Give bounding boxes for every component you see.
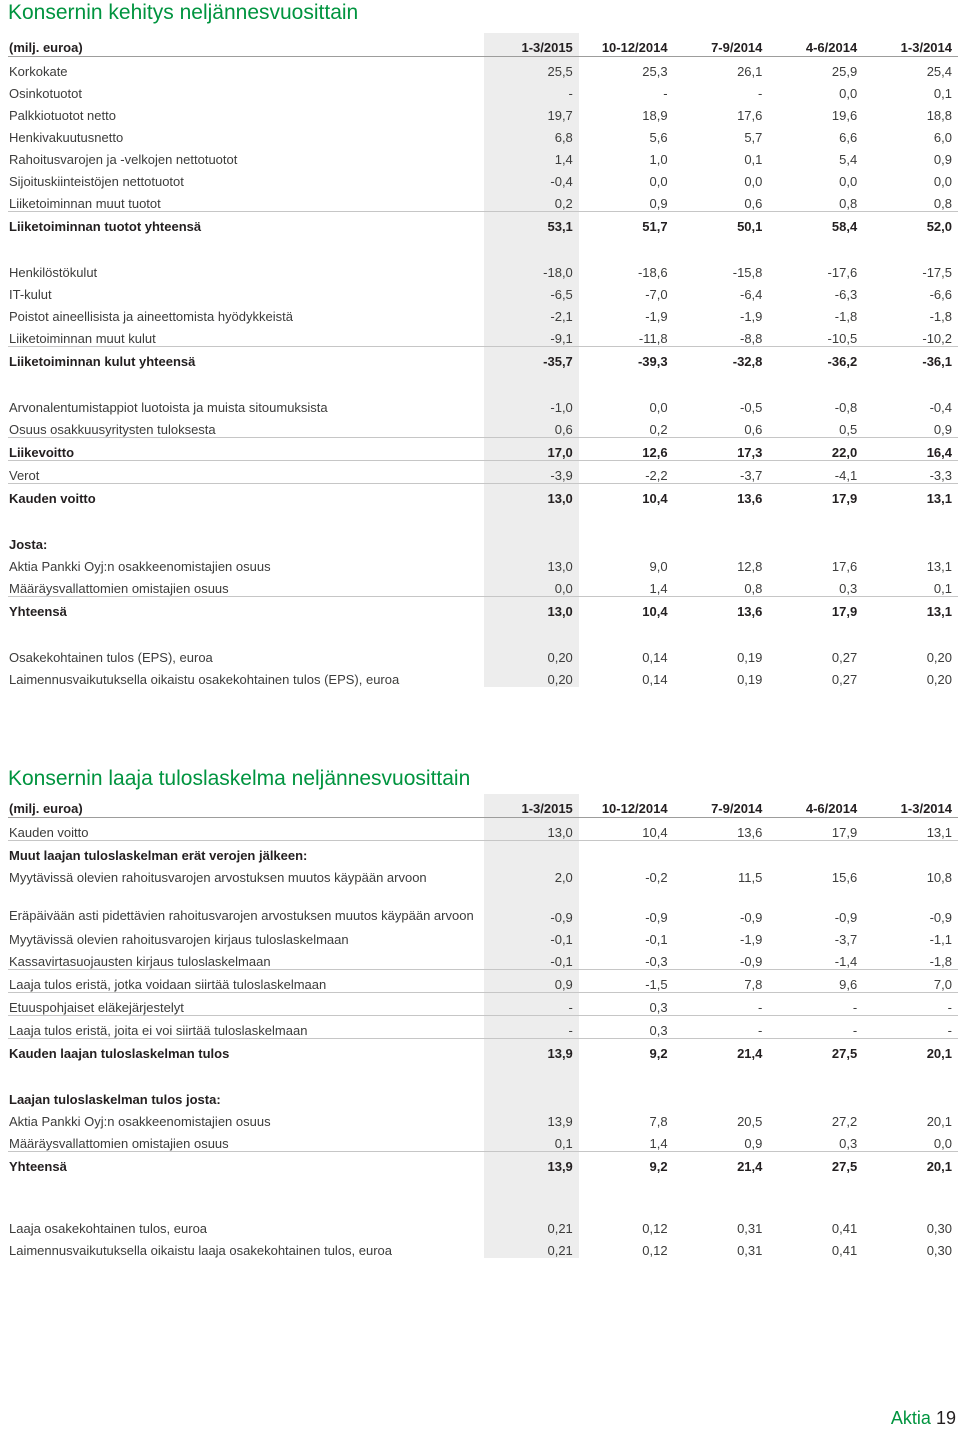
row-value: 13,1 [926,604,952,619]
row-value: 50,1 [737,219,763,234]
spacer-row [8,369,958,393]
table-row-total [8,597,958,620]
row-value: 0,6 [674,415,769,438]
unit-label: (milj. euroa) [8,794,484,818]
row-value: 0,30 [926,1243,952,1258]
row-value: -11,8 [579,324,674,347]
row-value: 6,6 [839,130,858,145]
row-value: 0,20 [484,665,579,687]
row-value: -1,8 [929,309,952,324]
row-value: 13,9 [484,1039,579,1062]
row-value: 0,9 [674,1129,769,1152]
row-value: 10,4 [642,604,668,619]
row-value: 0,3 [579,1016,674,1039]
row-value: 12,6 [579,438,674,461]
row-value: 18,8 [926,108,952,123]
row-value: - [758,86,763,101]
row-value: 25,3 [642,64,668,79]
table-row [8,574,958,597]
row-value: -10,2 [863,324,958,347]
row-value: 0,41 [831,1221,858,1236]
row-value: -0,4 [929,400,952,415]
row-value: -18,6 [637,265,668,280]
row-value: 13,6 [674,818,769,841]
row-value: 0,8 [768,189,863,212]
row-value: 0,9 [863,415,958,438]
row-value: 0,6 [674,189,769,212]
row-value: 0,1 [933,86,952,101]
row-value: - [484,1016,579,1039]
row-value: 5,4 [839,152,858,167]
row-label: Poistot aineellisista ja aineettomista hyödykkeistä [9,309,293,324]
row-value: -0,9 [739,910,763,925]
row-value: 1,4 [579,1129,674,1152]
table-row [8,1129,958,1152]
row-value: -1,9 [739,932,763,947]
period-header: 1-3/2014 [863,794,958,818]
row-value: 9,0 [649,559,668,574]
row-value: 0,1 [863,574,958,597]
row-value: 0,21 [484,1236,579,1258]
row-value: 17,9 [768,818,863,841]
row-label: Josta: [9,537,48,552]
row-value: - [768,1016,863,1039]
row-label: Henkivakuutusnetto [9,130,124,145]
row-value: -17,5 [922,265,952,280]
row-value: 0,2 [579,415,674,438]
period-header: 10-12/2014 [579,33,674,57]
row-value: 12,8 [737,559,763,574]
row-value: -8,8 [674,324,769,347]
row-value: 0,1 [744,152,763,167]
row-value: 0,3 [768,574,863,597]
table-row [8,101,958,123]
row-value: 0,8 [674,574,769,597]
table-row [8,123,958,145]
row-value: 0,0 [933,174,952,189]
row-value: 19,6 [831,108,858,123]
row-value: -1,0 [484,393,579,415]
row-value: 15,6 [831,870,858,885]
row-value: 13,0 [484,484,579,507]
row-value: 0,30 [926,1221,952,1236]
row-value: 7,8 [674,970,769,993]
table-row-total [8,1152,958,1175]
row-value: 0,20 [926,672,952,687]
row-value: 27,5 [831,1046,858,1061]
spacer-row [8,506,958,530]
row-value: 0,0 [649,400,668,415]
row-value: 13,1 [926,491,952,506]
row-value: -10,5 [768,324,863,347]
row-label: Palkkiotuotot netto [9,108,116,123]
row-label: Liiketoiminnan kulut yhteensä [9,354,196,369]
row-label: Laimennusvaikutuksella oikaistu osakekohtainen tulos (EPS), euroa [9,672,400,687]
row-label: Laaja tulos eristä, joita ei voi siirtää tuloslaskelmaan [8,1016,484,1039]
row-value: 0,12 [642,1221,668,1236]
row-value: 51,7 [642,219,668,234]
row-label: Kauden voitto [8,818,484,841]
row-value: 0,31 [737,1221,763,1236]
quarterly-development-table [8,33,958,687]
table-row [8,189,958,212]
row-label: Liiketoiminnan tuotot yhteensä [9,219,202,234]
row-value: 0,5 [768,415,863,438]
row-label: Kauden voitto [9,491,96,506]
period-header: 7-9/2014 [674,794,769,818]
row-value: - [484,993,579,1016]
row-value: 13,9 [484,1107,579,1129]
row-value: -6,6 [929,287,952,302]
row-value: 21,4 [737,1046,763,1061]
row-value: 20,1 [926,1046,952,1061]
row-label: Rahoitusvarojen ja -velkojen nettotuotot [9,152,238,167]
table-row [8,145,958,167]
row-value: 0,3 [579,993,674,1016]
row-value: -0,3 [579,947,674,970]
period-header: 1-3/2015 [484,33,579,57]
row-value: -0,9 [645,910,668,925]
row-value: -0,9 [834,910,858,925]
row-value: 16,4 [863,438,958,461]
spacer-row [8,234,958,258]
row-value: 0,2 [484,189,579,212]
row-value: -15,8 [732,265,763,280]
row-value: 5,7 [744,130,763,145]
row-value: 7,0 [863,970,958,993]
row-value: 0,20 [926,650,952,665]
page-number: 19 [935,1408,956,1428]
row-value: 0,21 [484,1214,579,1236]
row-label: Aktia Pankki Oyj:n osakkeenomistajien osuus [9,559,271,574]
row-value: 26,1 [737,64,763,79]
row-value: 13,9 [484,1152,579,1175]
table-row [8,324,958,347]
row-value: 6,8 [484,123,579,145]
row-value: 0,20 [484,643,579,665]
row-value: 0,1 [484,1129,579,1152]
row-label: Laaja osakekohtainen tulos, euroa [9,1221,208,1236]
row-value: 21,4 [737,1159,763,1174]
row-value: 25,9 [831,64,858,79]
period-header: 4-6/2014 [768,794,863,818]
row-label: Etuuspohjaiset eläkejärjestelyt [8,993,484,1016]
row-value: 19,7 [484,101,579,123]
row-value: -1,9 [645,309,668,324]
row-value: - [484,79,579,101]
row-value: 0,19 [737,650,763,665]
row-value: -6,3 [834,287,858,302]
spacer-row [8,1061,958,1085]
period-header: 7-9/2014 [674,33,769,57]
row-label: Osuus osakkuusyritysten tuloksesta [8,415,484,438]
row-value: - [768,993,863,1016]
row-value: -36,2 [827,354,858,369]
row-value: 0,6 [484,415,579,438]
table-row [8,993,958,1016]
comprehensive-income-section [8,766,958,1258]
table-row [8,1107,958,1129]
page-footer [891,1408,956,1429]
row-label: Laimennusvaikutuksella oikaistu laaja osakekohtainen tulos, euroa [9,1243,393,1258]
row-value: 0,0 [863,1129,958,1152]
row-value: -3,9 [484,461,579,484]
row-label: Kauden laajan tuloslaskelman tulos [9,1046,230,1061]
row-value: -2,1 [484,302,579,324]
table-row [8,1214,958,1236]
row-value: -6,5 [484,280,579,302]
row-value: -0,9 [929,910,952,925]
table-row [8,1236,958,1258]
row-value: -1,5 [579,970,674,993]
row-value: -0,1 [484,925,579,947]
row-value: 2,0 [484,863,579,885]
quarterly-development-section [8,0,958,687]
row-value: 0,0 [649,174,668,189]
row-value: 10,8 [926,870,952,885]
row-value: 0,27 [831,650,858,665]
row-label: Eräpäivään asti pidettävien rahoitusvarojen arvostuksen muutos käypään arvoon [9,908,474,923]
row-value: 0,0 [839,174,858,189]
row-label: Kassavirtasuojausten kirjaus tuloslaskelmaan [8,947,484,970]
row-value: - [863,993,958,1016]
row-label: IT-kulut [9,287,52,302]
row-value: 0,0 [839,86,858,101]
row-value: - [674,993,769,1016]
row-value: - [663,86,668,101]
unit-label: (milj. euroa) [8,33,484,57]
row-value: 17,6 [737,108,763,123]
row-value: -17,6 [827,265,858,280]
table-row [8,970,958,993]
row-value: -1,9 [739,309,763,324]
row-label: Henkilöstökulut [9,265,98,280]
row-label: Laajan tuloslaskelman tulos josta: [9,1092,221,1107]
row-value: 0,14 [642,650,668,665]
table-row-total [8,347,958,370]
row-value: 11,5 [738,870,763,885]
row-label: Määräysvallattomien omistajien osuus [8,574,484,597]
section-title: Konsernin kehitys neljännesvuosittain [8,1,359,24]
row-label: Muut laajan tuloslaskelman erät verojen jälkeen: [9,848,308,863]
row-value: 25,5 [484,57,579,80]
row-value: 10,4 [642,491,668,506]
row-label: Myytävissä olevien rahoitusvarojen kirjaus tuloslaskelmaan [9,932,349,947]
row-value: 52,0 [926,219,952,234]
row-value: 13,0 [484,552,579,574]
row-label: Verot [8,461,484,484]
row-label: Osinkotuotot [9,86,82,101]
table-header-row [8,794,958,818]
table-row [8,302,958,324]
table-row-total [8,1039,958,1062]
row-label: Osakekohtainen tulos (EPS), euroa [9,650,213,665]
row-label: Liiketoiminnan muut tuotot [8,189,484,212]
row-value: -2,2 [579,461,674,484]
table-row [8,258,958,280]
row-label: Aktia Pankki Oyj:n osakkeenomistajien osuus [9,1114,271,1129]
row-value: 17,9 [831,491,858,506]
table-row [8,461,958,484]
row-value: 1,4 [579,574,674,597]
row-value: -0,4 [484,167,579,189]
table-row [8,947,958,970]
row-label: Yhteensä [9,1159,67,1174]
row-value: -3,3 [863,461,958,484]
row-value: - [674,1016,769,1039]
table-row-total [8,484,958,507]
row-value: -3,7 [674,461,769,484]
row-value: 0,8 [863,189,958,212]
row-value: 1,4 [484,145,579,167]
row-value: 9,2 [649,1159,668,1174]
row-value: 27,5 [831,1159,858,1174]
spacer-row [8,619,958,643]
row-value: 10,4 [579,818,674,841]
table-row [8,818,958,841]
row-label: Liiketoiminnan muut kulut [8,324,484,347]
period-header: 10-12/2014 [579,794,674,818]
row-value: 13,6 [737,604,763,619]
row-value: -3,7 [834,932,858,947]
row-value: 17,9 [831,604,858,619]
row-value: -0,9 [674,947,769,970]
row-label: Määräysvallattomien omistajien osuus [8,1129,484,1152]
row-value: 17,3 [674,438,769,461]
row-label: Yhteensä [9,604,67,619]
row-value: 0,14 [642,672,668,687]
row-value: 20,5 [737,1114,763,1129]
table-row [8,415,958,438]
row-value: -0,1 [645,932,668,947]
period-header: 4-6/2014 [768,33,863,57]
row-value: 0,9 [484,970,579,993]
row-label: Arvonalentumistappiot luotoista ja muista sitoumuksista [9,400,328,415]
row-value: 0,27 [831,672,858,687]
row-value: 7,8 [649,1114,668,1129]
row-value: 0,41 [831,1243,858,1258]
row-value: 17,0 [484,438,579,461]
table-row [8,1016,958,1039]
row-value: 0,0 [484,574,579,597]
row-value: 9,6 [768,970,863,993]
row-label: Liikevoitto [8,438,484,461]
row-value: 13,0 [484,597,579,620]
subheading-row [8,530,958,552]
table-row [8,885,958,925]
row-value: 0,9 [579,189,674,212]
row-value: 13,0 [484,818,579,841]
table-row [8,863,958,885]
table-row [8,643,958,665]
row-value: 0,9 [933,152,952,167]
row-value: 1,0 [649,152,668,167]
row-value: -4,1 [768,461,863,484]
row-value: -0,9 [484,885,579,925]
subheading-row [8,841,958,864]
row-value: 58,4 [831,219,858,234]
row-value: -39,3 [637,354,668,369]
comprehensive-income-table [8,794,958,1258]
row-value: -0,5 [739,400,763,415]
row-value: 20,1 [926,1114,952,1129]
table-row [8,79,958,101]
section-title: Konsernin laaja tuloslaskelma neljännesvuosittain [8,767,471,790]
table-header-row [8,33,958,57]
row-value: - [863,1016,958,1039]
row-value: 5,6 [649,130,668,145]
row-label: Sijoituskiinteistöjen nettotuotot [9,174,184,189]
row-value: -0,8 [834,400,858,415]
row-value: 20,1 [926,1159,952,1174]
row-value: 9,2 [649,1046,668,1061]
table-row [8,552,958,574]
row-value: 0,0 [744,174,763,189]
row-value: -1,8 [834,309,858,324]
row-value: -6,4 [739,287,763,302]
row-value: 13,1 [863,818,958,841]
row-value: 25,4 [926,64,952,79]
spacer-row [8,1174,958,1214]
row-value: 0,31 [737,1243,763,1258]
row-value: 6,0 [933,130,952,145]
row-value: 27,2 [831,1114,858,1129]
row-value: -0,2 [645,870,668,885]
row-value: 0,3 [768,1129,863,1152]
row-value: 0,12 [642,1243,668,1258]
row-value: -36,1 [922,354,952,369]
row-value: 53,1 [484,212,579,235]
row-value: 17,6 [831,559,858,574]
table-row [8,57,958,80]
row-label: Myytävissä olevien rahoitusvarojen arvostuksen muutos käypään arvoon [9,870,427,885]
table-row-total [8,438,958,461]
row-label: Laaja tulos eristä, jotka voidaan siirtää tuloslaskelmaan [8,970,484,993]
row-value: -32,8 [732,354,763,369]
row-value: 0,19 [737,672,763,687]
row-value: 13,6 [737,491,763,506]
table-row-total [8,212,958,235]
row-value: -1,4 [768,947,863,970]
row-value: 18,9 [642,108,668,123]
row-value: -18,0 [484,258,579,280]
row-value: -7,0 [645,287,668,302]
table-row [8,665,958,687]
brand-logo-text: Aktia [890,1408,931,1428]
row-value: 13,1 [926,559,952,574]
row-value: -35,7 [484,347,579,370]
table-row [8,167,958,189]
period-header: 1-3/2014 [863,33,958,57]
row-value: 22,0 [768,438,863,461]
row-label: Korkokate [9,64,68,79]
subheading-row [8,1085,958,1107]
row-value: -1,8 [863,947,958,970]
table-row [8,280,958,302]
table-row [8,393,958,415]
row-value: -9,1 [484,324,579,347]
row-value: -0,1 [484,947,579,970]
period-header: 1-3/2015 [484,794,579,818]
row-value: -1,1 [929,932,952,947]
table-row [8,925,958,947]
